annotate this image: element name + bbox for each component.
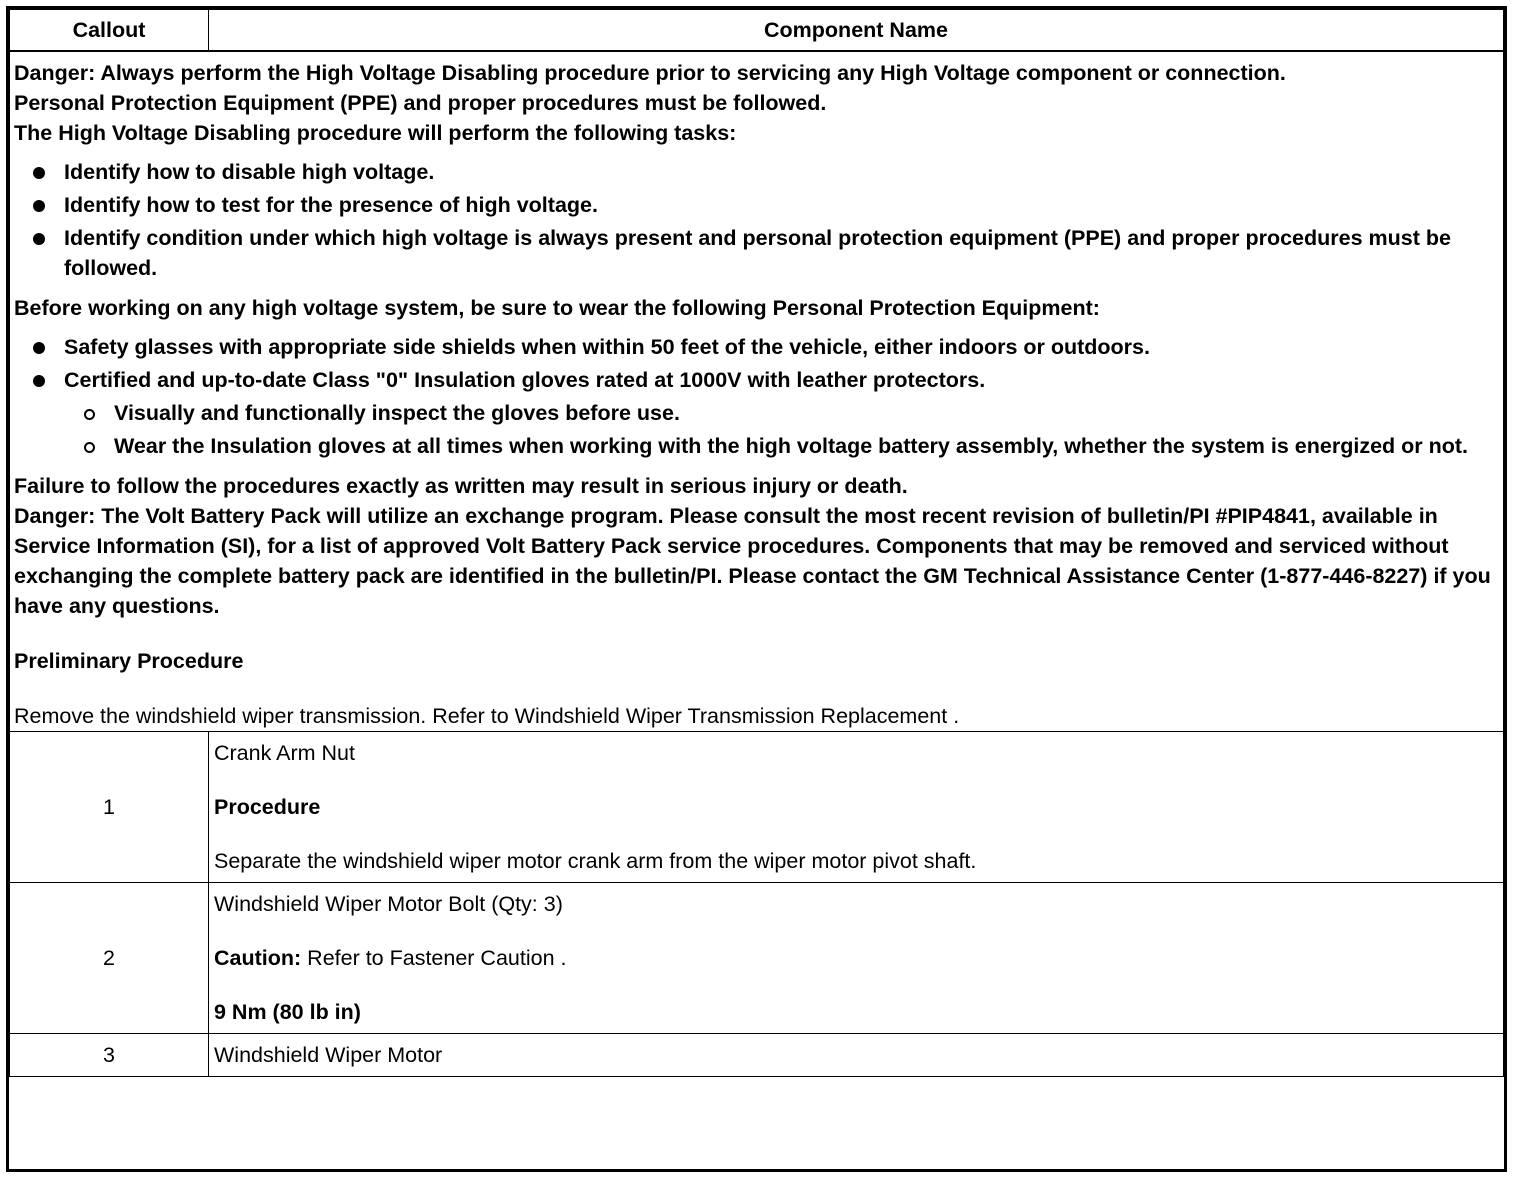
preliminary-heading: Preliminary Procedure — [14, 649, 244, 673]
callout-number: 1 — [10, 732, 209, 883]
task-list — [14, 157, 1497, 283]
caution-line — [214, 943, 1498, 973]
glove-sublist — [64, 398, 1497, 461]
component-cell — [209, 732, 1504, 883]
torque-spec: 9 Nm (80 lb in) — [214, 1000, 361, 1024]
battery-exchange-danger: Danger: The Volt Battery Pack will utilize an exchange program. Please consult the most recent revision of bulletin/PI #PIP4841, available in Service Information (SI), for a list of approved Volt Battery Pack service procedures. Components that may be removed and serviced without exchanging the complete battery pack are identified in the bulletin/PI. Please contact the GM Technical Assistance Center (1-877-446-8227) if you have any questions. — [14, 504, 1491, 618]
callout-header: Callout — [10, 10, 209, 52]
callout-number: 3 — [10, 1034, 209, 1077]
ppe-list — [14, 332, 1497, 461]
sub-list-item: Visually and functionally inspect the gloves before use. — [64, 398, 1497, 428]
list-item-text: Safety glasses with appropriate side shields when within 50 feet of the vehicle, either indoors or outdoors. — [64, 335, 1150, 359]
preliminary-text: Remove the windshield wiper transmission. Refer to Windshield Wiper Transmission Replacement . — [14, 704, 960, 728]
list-item-text: Certified and up-to-date Class "0" Insulation gloves rated at 1000V with leather protectors. — [64, 368, 986, 392]
callout-number: 2 — [10, 883, 209, 1034]
spacer — [214, 973, 1498, 997]
ppe-line: Personal Protection Equipment (PPE) and proper procedures must be followed. — [14, 91, 827, 115]
service-procedure-table — [6, 6, 1507, 1172]
warning-cell — [10, 51, 1504, 732]
component-cell — [209, 883, 1504, 1034]
list-item — [14, 365, 1497, 461]
list-item: Identify how to test for the presence of high voltage. — [14, 190, 1497, 220]
table-row — [10, 732, 1504, 883]
component-cell — [209, 1034, 1504, 1077]
component-name: Windshield Wiper Motor — [214, 1043, 443, 1067]
callout-table — [9, 9, 1504, 1077]
spacer — [214, 822, 1498, 846]
spacer — [14, 621, 1497, 646]
procedure-text: Separate the windshield wiper motor crank arm from the wiper motor pivot shaft. — [214, 849, 977, 873]
sub-list-item: Wear the Insulation gloves at all times when working with the high voltage battery assembly, whether the system is energized or not. — [64, 431, 1497, 461]
spacer — [14, 676, 1497, 701]
table-row — [10, 1034, 1504, 1077]
tasks-intro: The High Voltage Disabling procedure will perform the following tasks: — [14, 121, 737, 145]
caution-label: Caution: — [214, 946, 302, 970]
component-name: Windshield Wiper Motor Bolt (Qty: 3) — [214, 892, 563, 916]
warning-row — [10, 51, 1504, 732]
component-name: Crank Arm Nut — [214, 741, 355, 765]
procedure-label: Procedure — [214, 795, 321, 819]
danger-line: Danger: Always perform the High Voltage Disabling procedure prior to servicing any High Voltage component or connection. — [14, 61, 1286, 85]
spacer — [214, 768, 1498, 792]
table-row — [10, 883, 1504, 1034]
list-item: Identify condition under which high voltage is always present and personal protection equipment (PPE) and proper procedures must be followed. — [14, 223, 1497, 283]
spacer — [214, 919, 1498, 943]
list-item — [14, 332, 1497, 362]
caution-text: Refer to Fastener Caution . — [301, 946, 567, 970]
list-item: Identify how to disable high voltage. — [14, 157, 1497, 187]
failure-warning: Failure to follow the procedures exactly as written may result in serious injury or death. — [14, 474, 908, 498]
header-row — [10, 10, 1504, 52]
component-name-header: Component Name — [209, 10, 1504, 52]
ppe-intro: Before working on any high voltage system, be sure to wear the following Personal Protection Equipment: — [14, 296, 1100, 320]
